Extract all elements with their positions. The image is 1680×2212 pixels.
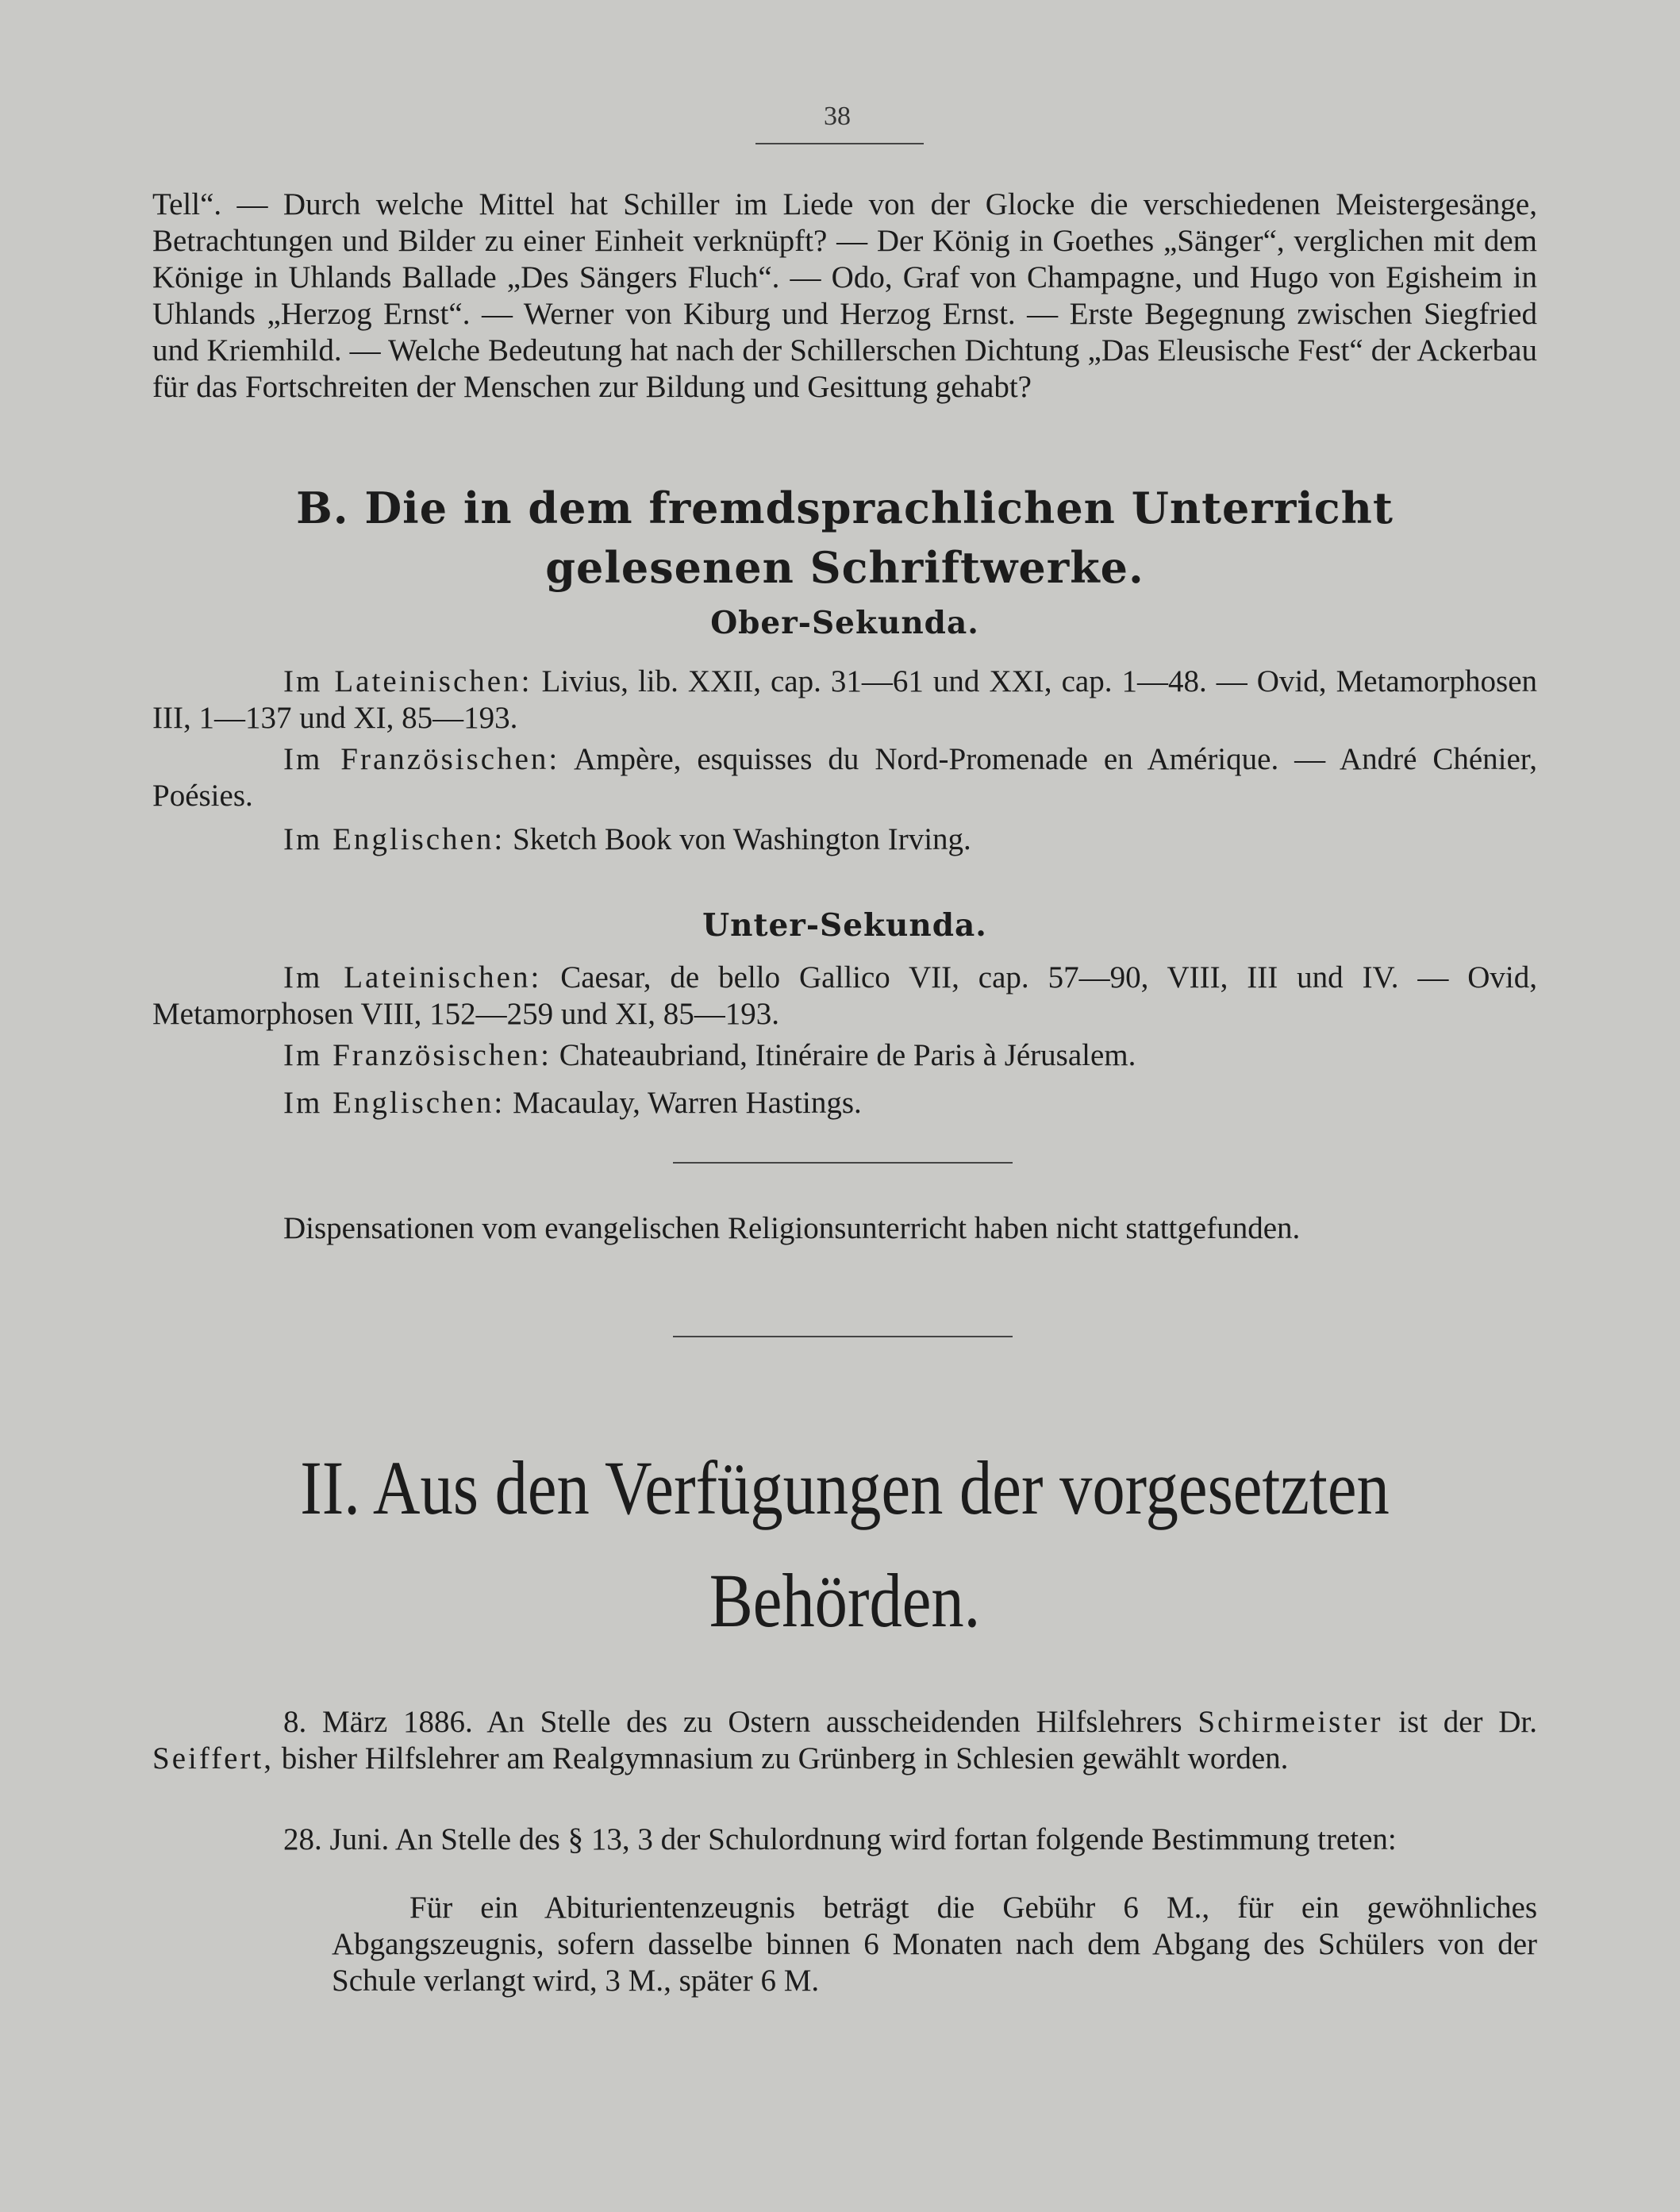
unter-french-text: Chateaubriand, Itinéraire de Paris à Jérusalem. xyxy=(559,1038,1136,1072)
decree-entry-1 xyxy=(152,1704,1537,1777)
intro-paragraph: Tell“. — Durch welche Mittel hat Schiller im Liede von der Glocke die verschiedenen Meistergesänge, Betrachtungen und Bilder zu einer Einheit verknüpft? — Der König in Goethes „Sänger“, verglichen mit dem Könige in Uhlands Ballade „Des Sängers Fluch“. — Odo, Graf von Champagne, und Hugo von Egisheim in Uhlands „Herzog Ernst“. — Werner von Kiburg und Herzog Ernst. — Erste Begegnung zwischen Siegfried und Kriemhild. — Welche Bedeutung hat nach der Schillerschen Dichtung „Das Eleusische Fest“ der Ackerbau für das Fortschreiten der Menschen zur Bildung und Gesittung gehabt? xyxy=(152,187,1537,404)
section-ii-heading-line2: Behörden. xyxy=(709,1558,981,1643)
section-b-heading-line1: B. Die in dem fremdsprachlichen Unterricht xyxy=(296,483,1394,533)
decree-2-quote: Für ein Abiturientenzeugnis beträgt die Gebühr 6 M., für ein gewöhnliches Abgangszeugnis, sofern dasselbe binnen 6 Monaten nach dem Abgang des Schülers von der Schule verlangt wird, 3 M., später 6 M. xyxy=(332,1891,1537,1998)
ober-english-label: Im Englischen: xyxy=(283,822,506,856)
decree-1-name2: Seiffert, xyxy=(152,1741,274,1775)
page-number-rule xyxy=(755,143,924,144)
decree-1-name1: Schirmeister xyxy=(1198,1705,1383,1739)
decree-2-date: 28. Juni. xyxy=(283,1822,390,1856)
divider-rule-2 xyxy=(673,1336,1013,1337)
unter-latin-entry xyxy=(152,960,1537,1033)
decree-1-text-a: An Stelle des zu Ostern ausscheidenden Hilfslehrers xyxy=(486,1705,1182,1739)
unter-french-label: Im Französischen: xyxy=(283,1038,552,1072)
unter-english-label: Im Englischen: xyxy=(283,1086,506,1120)
ober-french-entry xyxy=(152,741,1537,814)
ober-latin-label: Im Lateinischen: xyxy=(283,664,532,698)
ober-latin-text: Livius, lib. XXII, cap. 31—61 und XXI, cap. 1—48. — Ovid, Metamorphosen III, 1—137 und XI, 85—193. xyxy=(152,664,1538,735)
decree-1-text-b: ist der Dr. xyxy=(1398,1705,1537,1739)
section-b-heading-line2: gelesenen Schriftwerke. xyxy=(545,542,1144,593)
decree-1-date: 8. März 1886. xyxy=(283,1705,473,1739)
unter-french-entry xyxy=(283,1037,1537,1074)
ober-sekunda-title: Ober-Sekunda. xyxy=(710,605,979,641)
unter-sekunda-title: Unter-Sekunda. xyxy=(702,907,987,944)
unter-latin-label: Im Lateinischen: xyxy=(283,960,542,994)
unter-english-entry xyxy=(283,1085,1537,1121)
unter-latin-text: Caesar, de bello Gallico VII, cap. 57—90, VIII, III und IV. — Ovid, Metamorphosen VIII, 152—259 und XI, 85—193. xyxy=(152,960,1537,1031)
unter-english-text: Macaulay, Warren Hastings. xyxy=(512,1086,862,1120)
ober-french-text: Ampère, esquisses du Nord-Promenade en Amérique. — André Chénier, Poésies. xyxy=(152,742,1537,813)
ober-french-label: Im Französischen: xyxy=(283,742,560,776)
ober-english-entry xyxy=(283,821,1537,858)
decree-1-text-c: bisher Hilfslehrer am Realgymnasium zu Grünberg in Schlesien gewählt worden. xyxy=(281,1741,1289,1775)
ober-english-text: Sketch Book von Washington Irving. xyxy=(512,822,971,856)
ober-latin-entry xyxy=(152,664,1537,737)
page-number: 38 xyxy=(824,102,851,131)
decree-entry-2 xyxy=(152,1822,1537,1858)
decree-2-text: An Stelle des § 13, 3 der Schulordnung wird fortan folgende Bestimmung treten: xyxy=(394,1822,1397,1856)
section-ii-heading-line1: II. Aus den Verfügungen der vorgesetzten xyxy=(300,1445,1390,1530)
dispensation-note: Dispensationen vom evangelischen Religionsunterricht haben nicht stattgefunden. xyxy=(283,1211,1301,1245)
divider-rule-1 xyxy=(673,1162,1013,1164)
